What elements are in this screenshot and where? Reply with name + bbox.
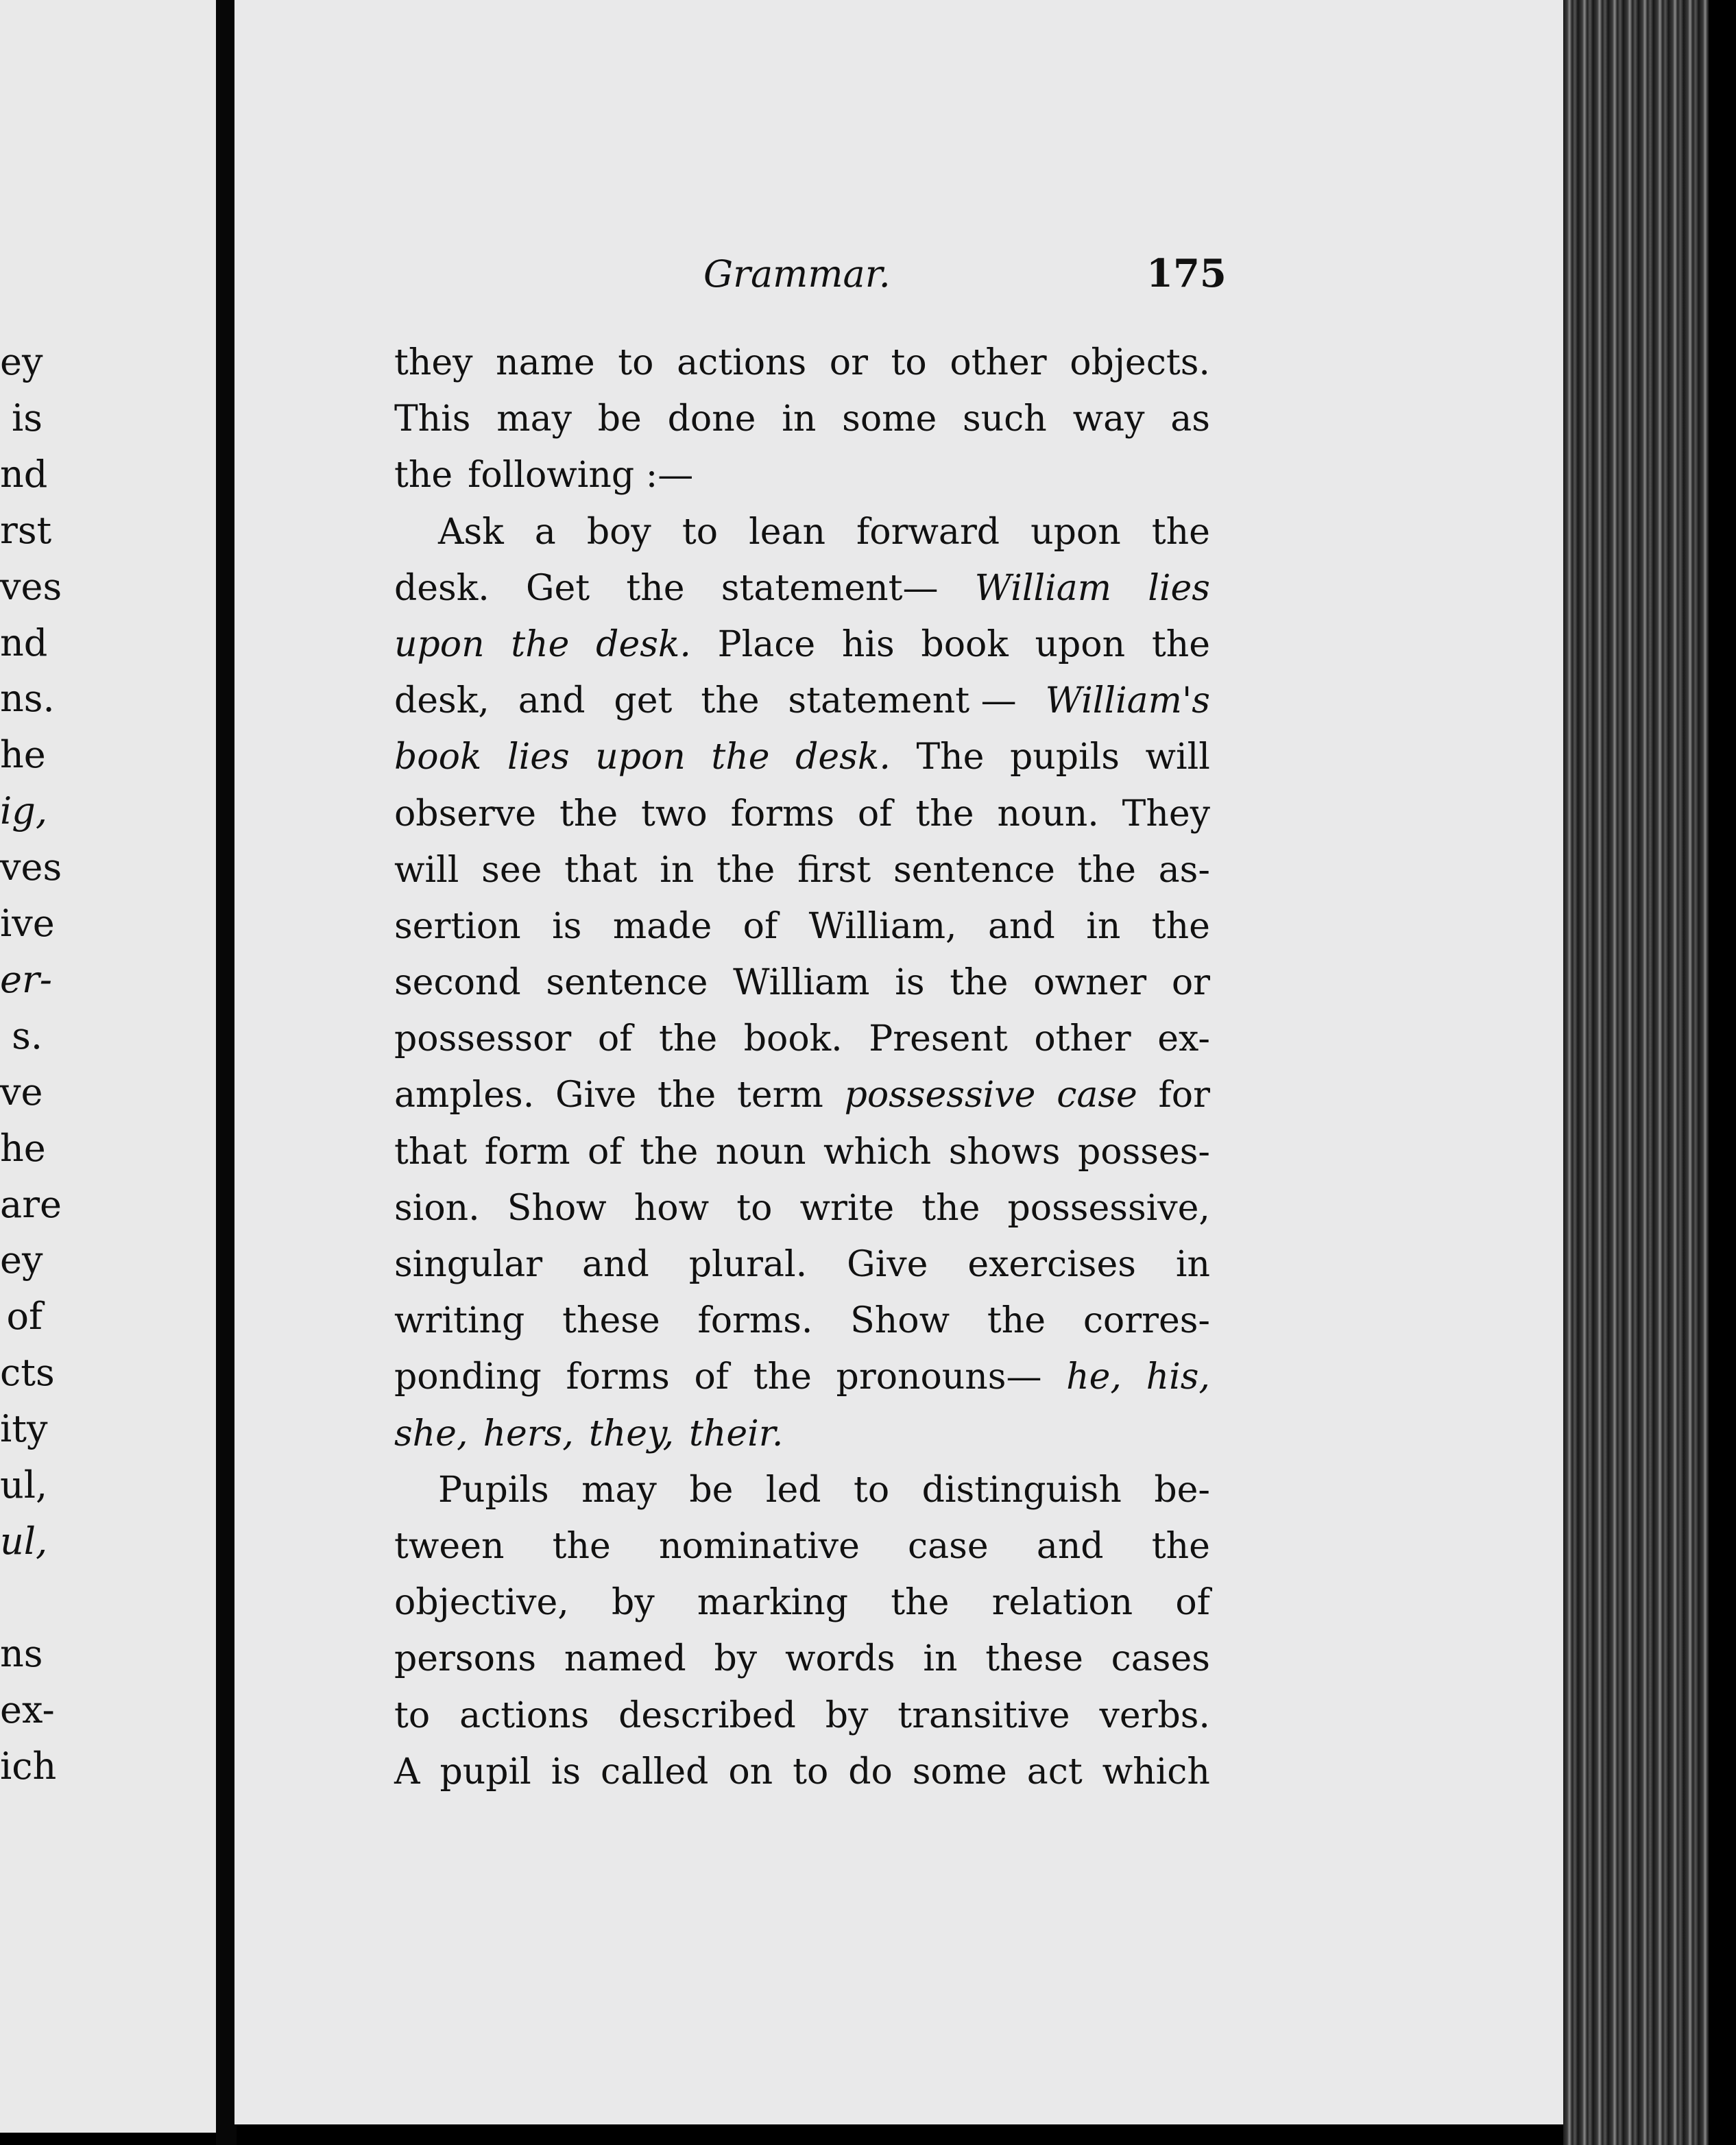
left-page-fragment: he: [0, 733, 46, 777]
word: their.: [689, 1413, 784, 1454]
word: desk.: [596, 623, 691, 665]
text-line: [394, 616, 1210, 673]
left-page-fragment: ig,: [0, 789, 48, 833]
word: the: [1151, 623, 1210, 665]
text-line: [394, 1067, 1210, 1123]
word: tween: [394, 1525, 505, 1567]
word: he,: [1066, 1356, 1122, 1398]
word: pronouns—: [836, 1356, 1042, 1398]
word: sion.: [394, 1187, 480, 1229]
word: the: [559, 793, 618, 835]
word: and: [1036, 1525, 1104, 1567]
word: do: [848, 1751, 893, 1793]
word: desk.: [795, 736, 891, 778]
word: and: [988, 905, 1055, 947]
word: two: [641, 793, 708, 835]
word: plural.: [688, 1244, 808, 1285]
word: William,: [808, 905, 957, 947]
word: lean: [749, 511, 825, 553]
word: or: [1171, 962, 1210, 1004]
left-page-fragment: rst: [0, 508, 52, 552]
word: led: [765, 1469, 821, 1511]
word: shows: [948, 1131, 1061, 1173]
word: upon: [595, 736, 686, 778]
text-line: [394, 391, 1210, 447]
left-page-fragment: ns: [0, 1631, 43, 1675]
word: is: [552, 905, 582, 947]
word: The: [916, 736, 985, 778]
word: is: [551, 1751, 581, 1793]
word: in: [660, 849, 695, 891]
word: these: [562, 1300, 660, 1342]
word: book: [921, 623, 1009, 665]
word: desk.: [394, 567, 490, 609]
word: Give: [847, 1244, 928, 1285]
word: transitive: [897, 1694, 1070, 1736]
word: forms.: [697, 1300, 813, 1342]
word: objective,: [394, 1582, 569, 1624]
word: nominative: [658, 1525, 860, 1567]
word: by: [714, 1638, 758, 1680]
word: the: [1151, 905, 1210, 947]
word: forms: [730, 793, 835, 835]
word: his: [841, 623, 895, 665]
word: and: [518, 680, 586, 722]
word: Show: [850, 1300, 950, 1342]
word: to: [394, 1694, 431, 1736]
text-line: [394, 1518, 1210, 1574]
left-page-fragment: ex-: [0, 1688, 55, 1731]
word: to: [682, 511, 719, 553]
word: the: [659, 1018, 718, 1060]
word: get: [614, 680, 673, 722]
word: of: [694, 1356, 730, 1398]
left-page-fragment: s.: [12, 1014, 43, 1057]
left-page-fragment: is: [12, 396, 43, 440]
word: of: [597, 1018, 633, 1060]
word: Show: [507, 1187, 607, 1229]
word: the: [950, 962, 1009, 1004]
text-line: [394, 504, 1210, 560]
word: second: [394, 962, 521, 1004]
word: be: [689, 1469, 734, 1511]
word: book: [394, 736, 482, 778]
word: to: [793, 1751, 829, 1793]
word: the: [987, 1300, 1046, 1342]
text-line: [394, 1124, 1210, 1180]
word: the: [394, 455, 453, 496]
word: the: [753, 1356, 812, 1398]
left-page-fragment: of: [6, 1295, 43, 1339]
left-page-fragment: nd: [0, 452, 48, 496]
left-page-fragment: cts: [0, 1351, 55, 1395]
word: term: [736, 1075, 823, 1116]
word: to: [736, 1187, 773, 1229]
word: Pupils: [438, 1469, 549, 1511]
text-line: [394, 1574, 1210, 1631]
word: they,: [588, 1413, 674, 1454]
word: will: [1145, 736, 1210, 778]
word: following :—: [468, 455, 694, 496]
word: upon: [1030, 511, 1121, 553]
text-line: [394, 1293, 1210, 1349]
word: the: [511, 623, 570, 665]
word: may: [581, 1469, 657, 1511]
word: relation: [991, 1582, 1133, 1624]
word: way: [1072, 398, 1145, 440]
word: sertion: [394, 905, 521, 947]
left-facing-page: [0, 0, 216, 2133]
left-page-fragment: ve: [0, 1070, 43, 1114]
word: A: [394, 1751, 420, 1793]
word: the: [626, 567, 685, 609]
word: case: [908, 1525, 989, 1567]
word: called: [600, 1751, 709, 1793]
word: hers,: [483, 1413, 574, 1454]
word: ex-: [1157, 1018, 1210, 1060]
word: to: [618, 342, 654, 383]
text-line: [394, 1180, 1210, 1236]
running-head: Grammar.: [703, 252, 891, 296]
word: for: [1158, 1075, 1210, 1116]
word: in: [1175, 1244, 1210, 1285]
word: actions: [677, 342, 807, 383]
word: as: [1170, 398, 1210, 440]
word: the: [891, 1582, 950, 1624]
word: noun.: [997, 793, 1099, 835]
word: posses-: [1077, 1131, 1210, 1173]
word: sentence: [893, 849, 1055, 891]
word: is: [895, 962, 925, 1004]
word: noun: [715, 1131, 806, 1173]
page-edges: [1563, 0, 1736, 2145]
word: owner: [1033, 962, 1147, 1004]
word: name: [496, 342, 595, 383]
word: desk,: [394, 680, 490, 722]
book-gutter: [216, 0, 237, 2145]
word: Get: [525, 567, 590, 609]
word: a: [534, 511, 556, 553]
word: the: [701, 680, 760, 722]
text-line: [394, 1349, 1210, 1405]
text-line: [394, 673, 1210, 729]
word: named: [564, 1638, 686, 1680]
word: lies: [1148, 567, 1210, 609]
word: distinguish: [921, 1469, 1122, 1511]
word: of: [857, 793, 893, 835]
left-page-fragment: ves: [0, 564, 62, 608]
text-line: [394, 898, 1210, 955]
word: be: [597, 398, 642, 440]
left-page-fragment: ns.: [0, 677, 55, 721]
word: how: [634, 1187, 710, 1229]
left-page-fragment: nd: [0, 621, 48, 664]
word: the: [640, 1131, 699, 1173]
word: exercises: [967, 1244, 1136, 1285]
text-line: [394, 842, 1210, 898]
body-text: [394, 335, 1210, 1800]
word: lies: [507, 736, 570, 778]
word: statement —: [788, 680, 1017, 722]
word: Place: [717, 623, 816, 665]
word: the: [658, 1075, 716, 1116]
word: made: [612, 905, 712, 947]
word: in: [923, 1638, 958, 1680]
word: upon: [394, 623, 485, 665]
word: book.: [743, 1018, 843, 1060]
left-page-fragment: er-: [0, 957, 53, 1001]
left-page-fragment: ves: [0, 846, 62, 889]
text-line: [394, 1011, 1210, 1067]
word: see: [481, 849, 542, 891]
word: the: [921, 1187, 980, 1229]
left-page-fragment: he: [0, 1126, 46, 1170]
word: singular: [394, 1244, 543, 1285]
word: This: [394, 398, 471, 440]
word: verbs.: [1099, 1694, 1210, 1736]
word: Present: [869, 1018, 1008, 1060]
word: Give: [555, 1075, 637, 1116]
word: these: [985, 1638, 1083, 1680]
text-line: [394, 786, 1210, 842]
word: They: [1122, 793, 1210, 835]
word: the: [711, 736, 770, 778]
word: William's: [1045, 680, 1210, 722]
word: the: [716, 849, 775, 891]
word: that: [394, 1131, 468, 1173]
word: of: [588, 1131, 623, 1173]
word: upon: [1035, 623, 1126, 665]
word: boy: [586, 511, 651, 553]
word: in: [1086, 905, 1121, 947]
word: act: [1026, 1751, 1083, 1793]
word: done: [667, 398, 756, 440]
word: to: [891, 342, 927, 383]
word: on: [728, 1751, 773, 1793]
word: writing: [394, 1300, 525, 1342]
text-line: [394, 1236, 1210, 1293]
word: forms: [566, 1356, 670, 1398]
text-line: [394, 1688, 1210, 1744]
word: persons: [394, 1638, 537, 1680]
word: the: [1151, 1525, 1210, 1567]
left-page-fragment: ul,: [0, 1463, 48, 1507]
word: marking: [697, 1582, 848, 1624]
word: the: [552, 1525, 611, 1567]
left-page-fragment: ey: [0, 340, 43, 383]
word: words: [784, 1638, 895, 1680]
word: sentence: [546, 962, 708, 1004]
word: case: [1057, 1075, 1137, 1116]
word: amples.: [394, 1075, 535, 1116]
text-line: [394, 1744, 1210, 1800]
left-page-fragment: ul,: [0, 1519, 48, 1563]
word: that: [564, 849, 638, 891]
word: possessive: [844, 1075, 1036, 1116]
text-line: [394, 1406, 1210, 1462]
word: which: [1102, 1751, 1210, 1793]
word: some: [912, 1751, 1007, 1793]
word: which: [823, 1131, 932, 1173]
word: the: [915, 793, 974, 835]
word: some: [842, 398, 937, 440]
word: pupil: [439, 1751, 531, 1793]
word: by: [825, 1694, 869, 1736]
word: such: [963, 398, 1047, 440]
word: observe: [394, 793, 537, 835]
word: actions: [459, 1694, 590, 1736]
word: William: [974, 567, 1112, 609]
text-line: [394, 1631, 1210, 1687]
text-line: [394, 560, 1210, 616]
word: form: [484, 1131, 570, 1173]
word: first: [797, 849, 871, 891]
word: described: [618, 1694, 796, 1736]
left-page-fragment: are: [0, 1182, 62, 1226]
word: she,: [394, 1413, 468, 1454]
word: the: [1077, 849, 1136, 891]
text-line: [394, 1462, 1210, 1518]
word: objects.: [1070, 342, 1210, 383]
word: statement—: [721, 567, 939, 609]
word: pupils: [1009, 736, 1120, 778]
word: the: [1151, 511, 1210, 553]
word: in: [782, 398, 817, 440]
word: to: [853, 1469, 890, 1511]
text-line: [394, 335, 1210, 391]
text-line: [394, 955, 1210, 1011]
word: as-: [1158, 849, 1210, 891]
word: write: [799, 1187, 895, 1229]
word: be-: [1154, 1469, 1210, 1511]
word: may: [496, 398, 572, 440]
word: William: [733, 962, 870, 1004]
word: ponding: [394, 1356, 542, 1398]
text-line: [394, 729, 1210, 785]
word: by: [612, 1582, 655, 1624]
word: and: [582, 1244, 649, 1285]
word: possessor: [394, 1018, 572, 1060]
page-number: 175: [1146, 251, 1227, 296]
word: other: [950, 342, 1047, 383]
left-page-fragment: ity: [0, 1407, 48, 1451]
word: cases: [1111, 1638, 1210, 1680]
left-page-fragment: ive: [0, 902, 55, 945]
word: Ask: [438, 511, 504, 553]
text-line: [394, 447, 1210, 503]
word: of: [1175, 1582, 1210, 1624]
word: corres-: [1083, 1300, 1210, 1342]
word: his,: [1146, 1356, 1210, 1398]
word: possessive,: [1007, 1187, 1210, 1229]
left-page-fragment: ey: [0, 1238, 43, 1282]
word: other: [1034, 1018, 1131, 1060]
word: or: [829, 342, 868, 383]
word: they: [394, 342, 473, 383]
word: forward: [856, 511, 1000, 553]
left-page-fragment: ich: [0, 1744, 57, 1788]
word: will: [394, 849, 459, 891]
word: of: [743, 905, 778, 947]
